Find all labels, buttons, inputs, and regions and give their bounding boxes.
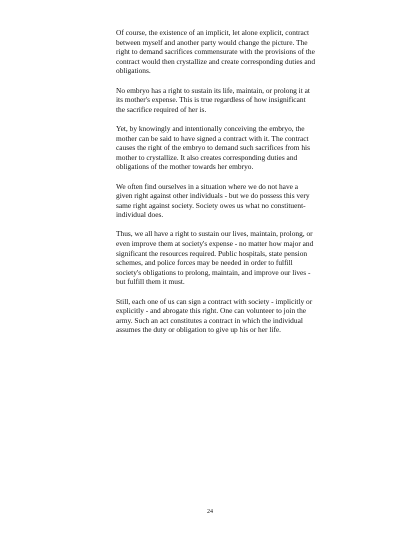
paragraph-1: Of course, the existence of an implicit, let alone explicit, contract between myself and another party would change the picture. The right to demand sacrifices commensurate with the provisions of the contract would then crystallize and create corresponding duties and obligations. <box>116 28 316 76</box>
paragraph-6: Still, each one of us can sign a contract with society - implicitly or explicitly - and abrogate this right. One can volunteer to join the army. Such an act constitutes a contract in which the individual assumes the duty or obligation to give up his or her life. <box>116 296 313 335</box>
paragraph-4: We often find ourselves in a situation where we do not have a given right against other individuals - but we do possess this very same right against society. Society owes us what no constituent-individual does. <box>116 181 310 220</box>
body-text <box>116 28 316 345</box>
paragraph-5: Thus, we all have a right to sustain our lives, maintain, prolong, or even improve them at society's expense - no matter how major and significant the resources required. Public hospitals, state pension schemes, and police forces may be needed in order to fulfill society's obligations to prolong, maintain, and improve our lives - but fulfill them it must. <box>116 229 314 287</box>
page-number: 24 <box>207 509 213 515</box>
paragraph-3: Yet, by knowingly and intentionally conceiving the embryo, the mother can be said to have signed a contract with it. The contract causes the right of the embryo to demand such sacrifices from his mother to crystallize. It also creates corresponding duties and obligations of the mother towards her embryo. <box>116 123 310 172</box>
paragraph-2: No embryo has a right to sustain its life, maintain, or prolong it at its mother's expense. This is true regardless of how insignificant the sacrifice required of her is. <box>116 85 310 114</box>
